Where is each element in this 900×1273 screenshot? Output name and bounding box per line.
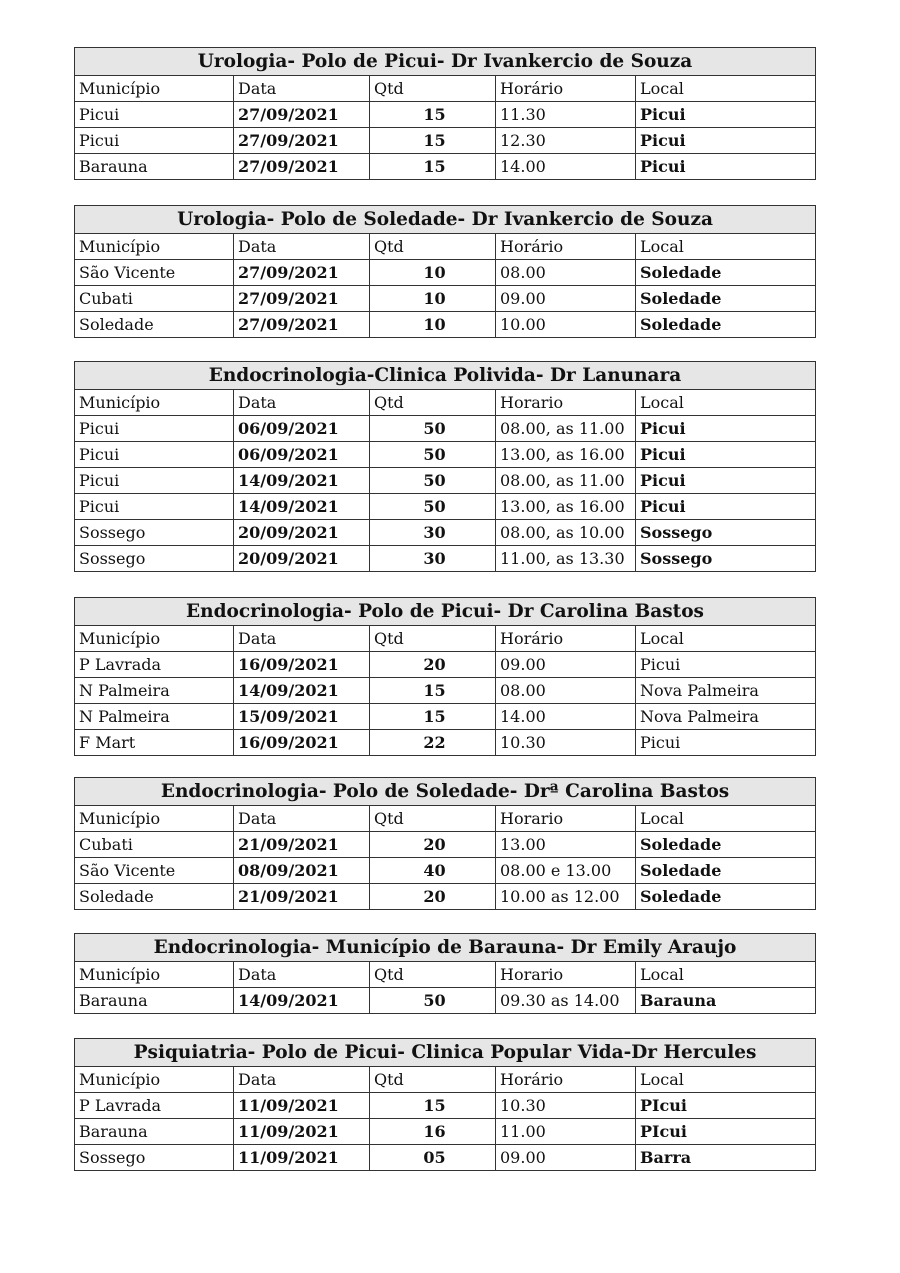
cell-data: 06/09/2021 <box>234 442 370 468</box>
table-row <box>75 468 816 494</box>
schedule-table <box>74 47 816 180</box>
cell-municipio: Picui <box>75 102 234 128</box>
header-row <box>75 390 816 416</box>
column-header-local: Local <box>636 806 816 832</box>
table-row <box>75 1145 816 1171</box>
cell-local: Nova Palmeira <box>636 678 816 704</box>
cell-qtd: 05 <box>370 1145 496 1171</box>
cell-qtd: 15 <box>370 704 496 730</box>
table-title: Psiquiatria- Polo de Picui- Clinica Popular Vida-Dr Hercules <box>75 1039 816 1067</box>
table-row <box>75 416 816 442</box>
cell-horario: 11.30 <box>496 102 636 128</box>
schedule-table <box>74 205 816 338</box>
column-header-municipio: Município <box>75 962 234 988</box>
column-header-data: Data <box>234 962 370 988</box>
table-row <box>75 832 816 858</box>
column-header-horario: Horário <box>496 626 636 652</box>
cell-qtd: 16 <box>370 1119 496 1145</box>
cell-horario: 10.30 <box>496 730 636 756</box>
table-row <box>75 1119 816 1145</box>
column-header-local: Local <box>636 1067 816 1093</box>
column-header-municipio: Município <box>75 626 234 652</box>
header-row <box>75 1067 816 1093</box>
cell-qtd: 15 <box>370 128 496 154</box>
cell-qtd: 30 <box>370 546 496 572</box>
column-header-qtd: Qtd <box>370 962 496 988</box>
cell-data: 14/09/2021 <box>234 678 370 704</box>
column-header-municipio: Município <box>75 1067 234 1093</box>
cell-qtd: 15 <box>370 154 496 180</box>
cell-municipio: P Lavrada <box>75 652 234 678</box>
cell-local: Nova Palmeira <box>636 704 816 730</box>
cell-data: 21/09/2021 <box>234 884 370 910</box>
column-header-data: Data <box>234 626 370 652</box>
cell-local: Soledade <box>636 260 816 286</box>
schedule-table <box>74 597 816 756</box>
cell-qtd: 15 <box>370 1093 496 1119</box>
cell-horario: 09.00 <box>496 1145 636 1171</box>
cell-qtd: 20 <box>370 652 496 678</box>
cell-horario: 08.00, as 11.00 <box>496 468 636 494</box>
cell-horario: 10.30 <box>496 1093 636 1119</box>
cell-qtd: 20 <box>370 884 496 910</box>
cell-municipio: Soledade <box>75 312 234 338</box>
cell-horario: 09.30 as 14.00 <box>496 988 636 1014</box>
cell-municipio: Picui <box>75 128 234 154</box>
cell-municipio: Picui <box>75 468 234 494</box>
cell-local: Barra <box>636 1145 816 1171</box>
cell-data: 16/09/2021 <box>234 652 370 678</box>
cell-municipio: Barauna <box>75 1119 234 1145</box>
column-header-qtd: Qtd <box>370 76 496 102</box>
cell-horario: 08.00 e 13.00 <box>496 858 636 884</box>
schedule-table <box>74 777 816 910</box>
cell-data: 11/09/2021 <box>234 1093 370 1119</box>
table-title: Endocrinologia- Polo de Picui- Dr Carolina Bastos <box>75 598 816 626</box>
cell-horario: 09.00 <box>496 652 636 678</box>
column-header-horario: Horário <box>496 1067 636 1093</box>
cell-local: Picui <box>636 128 816 154</box>
cell-horario: 08.00, as 11.00 <box>496 416 636 442</box>
cell-horario: 14.00 <box>496 154 636 180</box>
table-row <box>75 494 816 520</box>
cell-qtd: 50 <box>370 442 496 468</box>
cell-local: Soledade <box>636 884 816 910</box>
table-row <box>75 730 816 756</box>
cell-local: Sossego <box>636 546 816 572</box>
cell-qtd: 10 <box>370 260 496 286</box>
cell-horario: 08.00 <box>496 260 636 286</box>
cell-local: Picui <box>636 468 816 494</box>
cell-data: 27/09/2021 <box>234 102 370 128</box>
column-header-qtd: Qtd <box>370 390 496 416</box>
cell-municipio: Barauna <box>75 988 234 1014</box>
cell-horario: 11.00 <box>496 1119 636 1145</box>
cell-municipio: P Lavrada <box>75 1093 234 1119</box>
column-header-data: Data <box>234 390 370 416</box>
table-row <box>75 704 816 730</box>
cell-horario: 13.00 <box>496 832 636 858</box>
cell-local: Picui <box>636 416 816 442</box>
cell-qtd: 30 <box>370 520 496 546</box>
table-row <box>75 988 816 1014</box>
cell-horario: 09.00 <box>496 286 636 312</box>
table-row <box>75 312 816 338</box>
column-header-horario: Horário <box>496 76 636 102</box>
cell-data: 14/09/2021 <box>234 988 370 1014</box>
cell-horario: 10.00 as 12.00 <box>496 884 636 910</box>
cell-horario: 11.00, as 13.30 <box>496 546 636 572</box>
cell-municipio: Sossego <box>75 1145 234 1171</box>
cell-qtd: 22 <box>370 730 496 756</box>
schedule-table <box>74 361 816 572</box>
cell-data: 08/09/2021 <box>234 858 370 884</box>
cell-municipio: N Palmeira <box>75 704 234 730</box>
column-header-local: Local <box>636 962 816 988</box>
cell-data: 27/09/2021 <box>234 286 370 312</box>
table-title: Endocrinologia-Clinica Polivida- Dr Lanunara <box>75 362 816 390</box>
cell-local: Picui <box>636 442 816 468</box>
table-row <box>75 678 816 704</box>
column-header-data: Data <box>234 234 370 260</box>
cell-qtd: 50 <box>370 468 496 494</box>
table-row <box>75 128 816 154</box>
column-header-qtd: Qtd <box>370 806 496 832</box>
cell-data: 20/09/2021 <box>234 520 370 546</box>
cell-local: Barauna <box>636 988 816 1014</box>
table-row <box>75 884 816 910</box>
column-header-data: Data <box>234 1067 370 1093</box>
cell-local: Picui <box>636 652 816 678</box>
cell-local: Picui <box>636 154 816 180</box>
cell-data: 16/09/2021 <box>234 730 370 756</box>
column-header-data: Data <box>234 806 370 832</box>
column-header-horario: Horario <box>496 806 636 832</box>
cell-local: Soledade <box>636 286 816 312</box>
column-header-qtd: Qtd <box>370 234 496 260</box>
cell-municipio: Picui <box>75 416 234 442</box>
cell-municipio: Picui <box>75 442 234 468</box>
cell-local: Picui <box>636 730 816 756</box>
header-row <box>75 626 816 652</box>
cell-local: Picui <box>636 494 816 520</box>
table-row <box>75 652 816 678</box>
cell-horario: 12.30 <box>496 128 636 154</box>
header-row <box>75 806 816 832</box>
column-header-municipio: Município <box>75 390 234 416</box>
cell-local: PIcui <box>636 1119 816 1145</box>
cell-municipio: F Mart <box>75 730 234 756</box>
column-header-horario: Horario <box>496 390 636 416</box>
cell-qtd: 50 <box>370 416 496 442</box>
column-header-municipio: Município <box>75 806 234 832</box>
cell-qtd: 50 <box>370 988 496 1014</box>
table-row <box>75 102 816 128</box>
cell-municipio: Sossego <box>75 520 234 546</box>
cell-local: Soledade <box>636 858 816 884</box>
cell-data: 14/09/2021 <box>234 494 370 520</box>
cell-municipio: Sossego <box>75 546 234 572</box>
cell-municipio: São Vicente <box>75 260 234 286</box>
schedule-table <box>74 933 816 1014</box>
cell-horario: 10.00 <box>496 312 636 338</box>
cell-municipio: Cubati <box>75 832 234 858</box>
table-row <box>75 858 816 884</box>
cell-data: 27/09/2021 <box>234 154 370 180</box>
column-header-local: Local <box>636 76 816 102</box>
table-row <box>75 442 816 468</box>
header-row <box>75 962 816 988</box>
table-title: Endocrinologia- Polo de Soledade- Drª Carolina Bastos <box>75 778 816 806</box>
cell-horario: 14.00 <box>496 704 636 730</box>
column-header-local: Local <box>636 390 816 416</box>
table-title: Urologia- Polo de Picui- Dr Ivankercio de Souza <box>75 48 816 76</box>
column-header-horario: Horario <box>496 962 636 988</box>
table-title: Urologia- Polo de Soledade- Dr Ivankercio de Souza <box>75 206 816 234</box>
header-row <box>75 234 816 260</box>
cell-data: 21/09/2021 <box>234 832 370 858</box>
cell-horario: 08.00, as 10.00 <box>496 520 636 546</box>
cell-data: 11/09/2021 <box>234 1119 370 1145</box>
column-header-qtd: Qtd <box>370 1067 496 1093</box>
column-header-data: Data <box>234 76 370 102</box>
cell-municipio: Soledade <box>75 884 234 910</box>
cell-data: 06/09/2021 <box>234 416 370 442</box>
cell-qtd: 15 <box>370 678 496 704</box>
table-row <box>75 260 816 286</box>
cell-horario: 13.00, as 16.00 <box>496 442 636 468</box>
cell-qtd: 20 <box>370 832 496 858</box>
cell-qtd: 40 <box>370 858 496 884</box>
cell-data: 20/09/2021 <box>234 546 370 572</box>
cell-data: 15/09/2021 <box>234 704 370 730</box>
table-row <box>75 286 816 312</box>
cell-local: Soledade <box>636 312 816 338</box>
column-header-local: Local <box>636 234 816 260</box>
column-header-local: Local <box>636 626 816 652</box>
cell-horario: 13.00, as 16.00 <box>496 494 636 520</box>
cell-municipio: Picui <box>75 494 234 520</box>
cell-local: PIcui <box>636 1093 816 1119</box>
cell-data: 27/09/2021 <box>234 312 370 338</box>
cell-horario: 08.00 <box>496 678 636 704</box>
table-title: Endocrinologia- Município de Barauna- Dr Emily Araujo <box>75 934 816 962</box>
cell-local: Picui <box>636 102 816 128</box>
cell-data: 11/09/2021 <box>234 1145 370 1171</box>
cell-data: 27/09/2021 <box>234 260 370 286</box>
schedule-table <box>74 1038 816 1171</box>
column-header-municipio: Município <box>75 76 234 102</box>
column-header-horario: Horário <box>496 234 636 260</box>
cell-data: 14/09/2021 <box>234 468 370 494</box>
table-row <box>75 546 816 572</box>
header-row <box>75 76 816 102</box>
cell-local: Soledade <box>636 832 816 858</box>
cell-municipio: N Palmeira <box>75 678 234 704</box>
table-row <box>75 154 816 180</box>
cell-qtd: 15 <box>370 102 496 128</box>
cell-data: 27/09/2021 <box>234 128 370 154</box>
column-header-qtd: Qtd <box>370 626 496 652</box>
cell-municipio: São Vicente <box>75 858 234 884</box>
cell-local: Sossego <box>636 520 816 546</box>
column-header-municipio: Município <box>75 234 234 260</box>
cell-qtd: 10 <box>370 312 496 338</box>
cell-qtd: 10 <box>370 286 496 312</box>
cell-municipio: Cubati <box>75 286 234 312</box>
table-row <box>75 1093 816 1119</box>
table-row <box>75 520 816 546</box>
cell-qtd: 50 <box>370 494 496 520</box>
cell-municipio: Barauna <box>75 154 234 180</box>
